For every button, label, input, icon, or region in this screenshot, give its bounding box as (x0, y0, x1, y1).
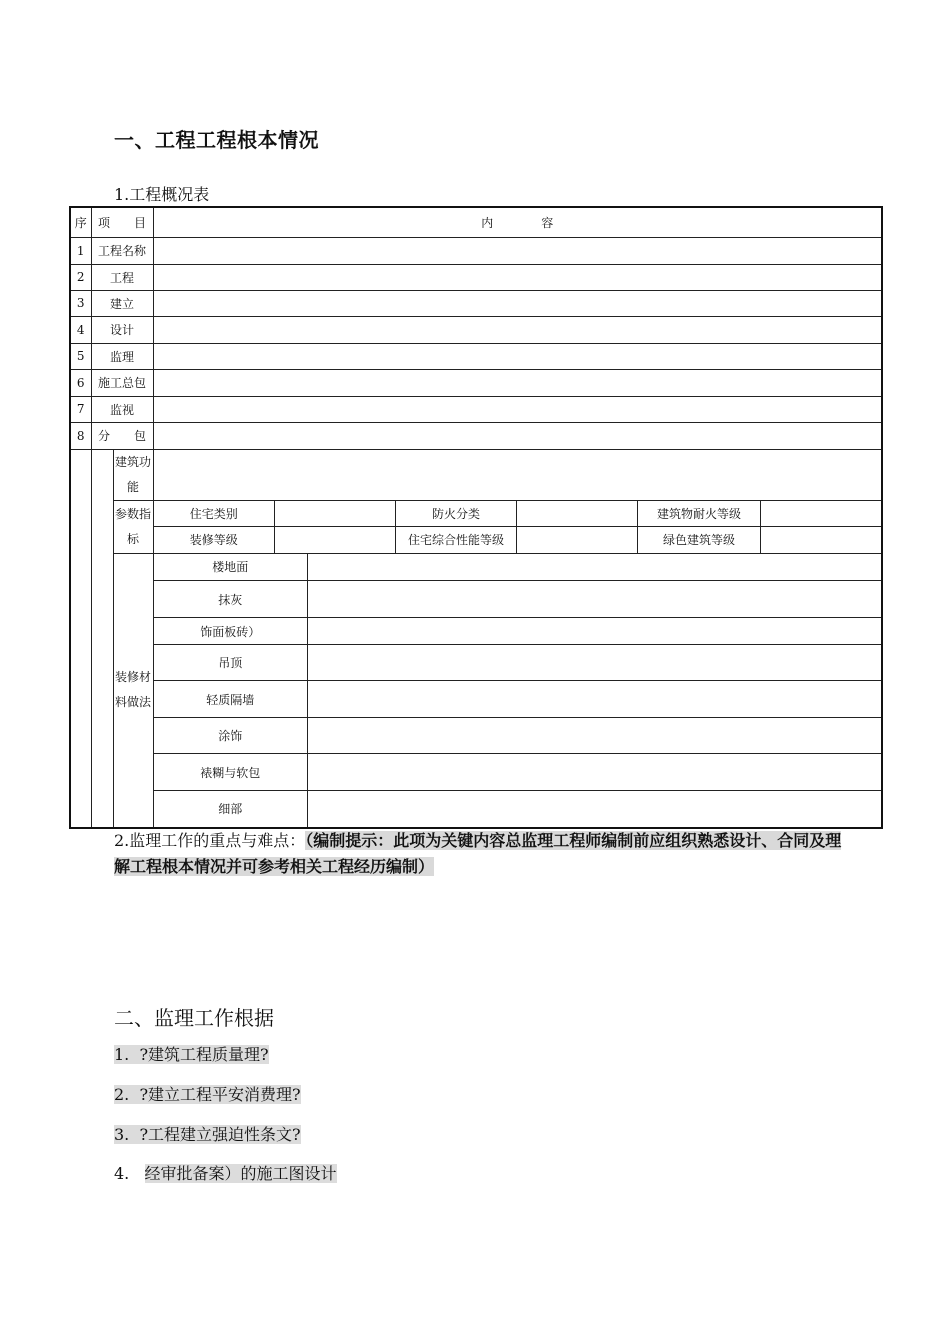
decoration-item: 裱糊与软包 (154, 754, 308, 791)
table-row (70, 422, 882, 449)
list-item-text: ?工程建立强迫性条文? (139, 1125, 301, 1144)
row-content (153, 316, 882, 343)
row-no: 4 (70, 316, 91, 343)
row-no: 1 (70, 237, 91, 264)
header-item: 项 目 (91, 207, 153, 237)
row-label: 建立 (91, 290, 153, 316)
row-content (153, 290, 882, 316)
decoration-value (308, 554, 883, 581)
row-label: 设计 (91, 316, 153, 343)
table-row (70, 396, 882, 422)
blank-no-cell (70, 449, 91, 828)
row-label: 分 包 (91, 422, 153, 449)
decoration-item: 抹灰 (154, 581, 308, 618)
decoration-value (308, 754, 883, 791)
decoration-item: 涂饰 (154, 718, 308, 754)
header-content: 内 容 (153, 207, 882, 237)
param-name: 绿色建筑等级 (638, 527, 761, 553)
row-content (153, 237, 882, 264)
table-row (70, 237, 882, 264)
decoration-item: 吊顶 (154, 645, 308, 681)
decoration-value (308, 791, 883, 827)
decoration-label: 装修材料做法 (113, 553, 153, 828)
decoration-grid (154, 554, 883, 827)
param-value (275, 501, 396, 527)
blank-cell (91, 449, 113, 828)
row-no: 5 (70, 343, 91, 369)
row-content (153, 369, 882, 396)
row-content (153, 343, 882, 369)
list-item-text: 经审批备案）的施工图设计 (144, 1164, 337, 1183)
list-item-number: 3. (114, 1125, 130, 1144)
key-points-note (114, 828, 844, 880)
decoration-grid-cell (153, 553, 882, 828)
list-item (114, 1161, 337, 1184)
decoration-value (308, 681, 883, 718)
building-function-label: 建筑功能 (113, 449, 153, 500)
table-header-row (70, 207, 882, 237)
row-label: 工程名称 (91, 237, 153, 264)
list-item-number: 2. (114, 1085, 130, 1104)
row-label: 施工总包 (91, 369, 153, 396)
table-caption: 1.工程概况表 (114, 185, 210, 204)
table-row (70, 264, 882, 290)
row-content (153, 422, 882, 449)
table-row (70, 316, 882, 343)
decoration-item: 楼地面 (154, 554, 308, 581)
row-content (153, 396, 882, 422)
row-label: 监视 (91, 396, 153, 422)
row-label: 工程 (91, 264, 153, 290)
row-content (153, 264, 882, 290)
param-name: 住宅综合性能等级 (396, 527, 517, 553)
list-item-number: 4. (114, 1164, 130, 1183)
param-value (761, 527, 883, 553)
header-no: 序 (70, 207, 91, 237)
params-grid (154, 501, 883, 553)
row-no: 6 (70, 369, 91, 396)
section1-title: 一、工程工程根本情况 (114, 128, 319, 152)
row-no: 2 (70, 264, 91, 290)
key-points-hint: （编制提示：此项为关键内容总监理工程师编制前应组织熟悉设计、合同及理解工程根本情况并可参考相关工程经历编制） (114, 831, 842, 876)
table-row (70, 290, 882, 316)
table-row (70, 369, 882, 396)
param-name: 建筑物耐火等级 (638, 501, 761, 527)
decoration-row (70, 553, 882, 828)
param-name: 防火分类 (396, 501, 517, 527)
list-item-number: 1. (114, 1045, 130, 1064)
decoration-value (308, 718, 883, 754)
list-item (114, 1082, 301, 1105)
decoration-item: 饰面板砖） (154, 618, 308, 645)
row-no: 8 (70, 422, 91, 449)
decoration-value (308, 645, 883, 681)
list-item-text: ?建筑工程质量理? (139, 1045, 269, 1064)
decoration-item: 细部 (154, 791, 308, 827)
building-function-content (153, 449, 882, 500)
params-row (70, 500, 882, 553)
row-no: 7 (70, 396, 91, 422)
list-item (114, 1122, 301, 1145)
param-name: 装修等级 (154, 527, 275, 553)
param-name: 住宅类别 (154, 501, 275, 527)
building-function-row (70, 449, 882, 500)
decoration-item: 轻质隔墙 (154, 681, 308, 718)
row-no: 3 (70, 290, 91, 316)
params-label: 参数指标 (113, 500, 153, 553)
list-item-text: ?建立工程平安消费理? (139, 1085, 301, 1104)
param-value (517, 527, 638, 553)
project-overview-table (69, 206, 883, 829)
key-points-prefix: 2.监理工作的重点与难点： (114, 831, 306, 850)
list-item (114, 1042, 269, 1065)
decoration-value (308, 618, 883, 645)
decoration-value (308, 581, 883, 618)
row-label: 监理 (91, 343, 153, 369)
param-value (275, 527, 396, 553)
param-value (761, 501, 883, 527)
table-row (70, 343, 882, 369)
params-grid-cell (153, 500, 882, 553)
param-value (517, 501, 638, 527)
section2-title: 二、监理工作根据 (114, 1006, 274, 1030)
